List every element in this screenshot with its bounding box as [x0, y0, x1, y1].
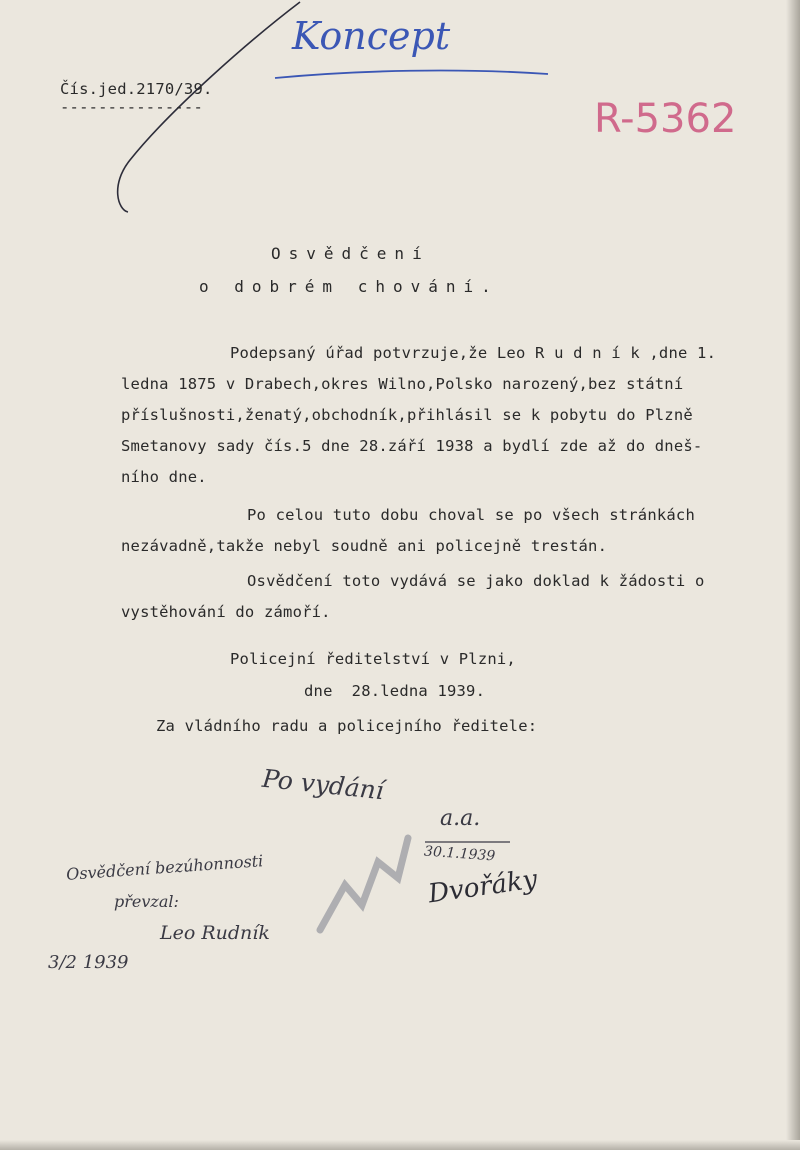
body-line: Podepsaný úřad potvrzuje,že Leo R u d n í k ,dne 1.	[230, 344, 717, 362]
receipt-note: Osvědčení bezúhonnosti	[65, 851, 264, 884]
body-line: příslušnosti,ženatý,obchodník,přihlásil se k pobytu do Plzně	[121, 406, 693, 424]
issuing-authority: Policejní ředitelství v Plzni,	[230, 650, 516, 668]
body-line: nezávadně,takže nebyl soudně ani policejně trestán.	[121, 537, 608, 555]
document-title: Osvědčení	[271, 244, 430, 263]
body-line: Po celou tuto dobu choval se po všech stránkách	[247, 506, 695, 524]
stamp-underline	[275, 71, 548, 78]
body-line: ledna 1875 v Drabech,okres Wilno,Polsko narozený,bez státní	[121, 375, 684, 393]
body-line: ního dne.	[121, 468, 207, 486]
reference-number: Čís.jed.2170/39.	[60, 80, 213, 98]
signatory-line: Za vládního radu a policejního ředitele:	[156, 717, 538, 735]
document-subtitle: o dobrém chování.	[199, 277, 499, 296]
archive-number: R-5362	[594, 96, 737, 142]
receipt-date: 3/2 1939	[48, 952, 129, 973]
koncept-stamp: Koncept	[292, 14, 451, 58]
handwritten-note: Po vydání	[260, 763, 386, 806]
handwritten-initials: a.a.	[440, 806, 481, 831]
issue-date: dne 28.ledna 1939.	[304, 682, 486, 700]
body-line: Smetanovy sady čís.5 dne 28.září 1938 a bydlí zde až do dneš-	[121, 437, 703, 455]
official-signature: Dvořáky	[426, 864, 540, 910]
handwritten-initials-date: 30.1.1939	[423, 843, 496, 865]
reference-underline: ---------------	[60, 98, 203, 116]
body-line: Osvědčení toto vydává se jako doklad k žádosti o	[247, 572, 705, 590]
body-line: vystěhování do zámoří.	[121, 603, 331, 621]
pencil-smear	[320, 838, 408, 930]
receipt-signature: Leo Rudník	[160, 922, 270, 944]
receipt-received-label: převzal:	[114, 892, 179, 911]
